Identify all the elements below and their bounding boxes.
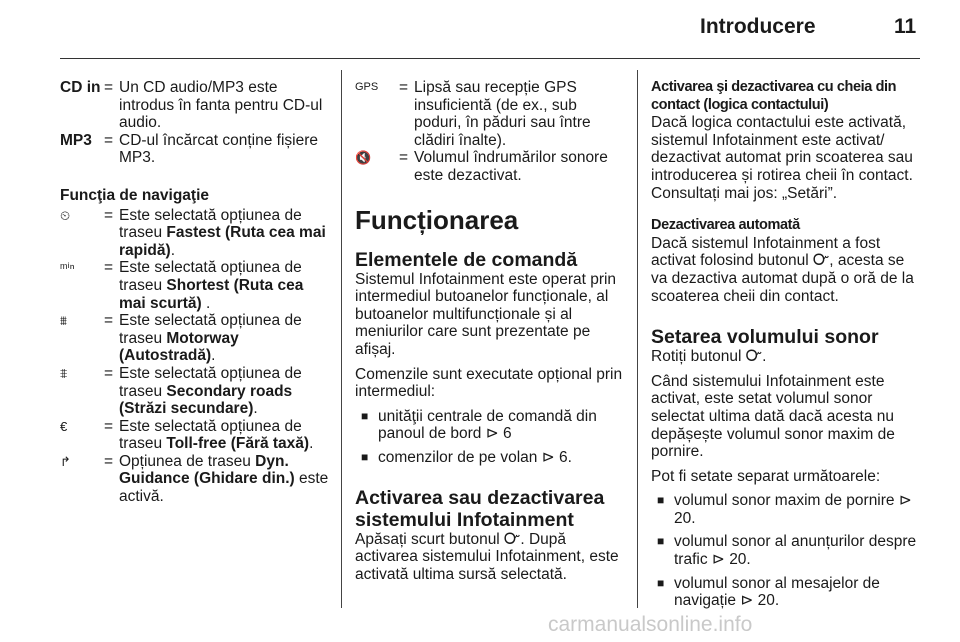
equals-sign: = bbox=[104, 312, 114, 330]
definition-row bbox=[60, 132, 330, 167]
equals-sign: = bbox=[104, 259, 114, 277]
route-option-row bbox=[60, 418, 330, 453]
paragraph: Când sistemului Infotainment este activat, este setat volumul sonor selectat ultima dată dacă acesta nu depășește volumul sonor maxim de pornire. bbox=[651, 372, 895, 461]
definition-term: CD in bbox=[60, 79, 101, 96]
paragraph: Pot fi setate separat următoarele: bbox=[651, 467, 881, 485]
secondary-roads-icon: ⩨ bbox=[60, 365, 68, 381]
section-heading: Activarea sau dezactivarea sistemului Infotainment bbox=[355, 486, 605, 531]
section-heading: Setarea volumului sonor bbox=[651, 326, 879, 349]
definition-text: Volumul îndrumărilor sonore este dezactivat. bbox=[414, 149, 608, 184]
definition-row bbox=[355, 149, 623, 184]
text-part: Este selectată opțiunea de traseu bbox=[119, 259, 302, 294]
list-item-text: comenzilor de pe volan ⊳ 6. bbox=[378, 448, 572, 466]
route-option-text bbox=[119, 259, 330, 312]
paragraph: Apăsați scurt butonul Ꮕ. După activarea sistemului Infotainment, este activată ultima sursă selectată. bbox=[355, 530, 619, 583]
column-divider bbox=[341, 70, 342, 608]
section-heading: Elementele de comandă bbox=[355, 248, 578, 271]
equals-sign: = bbox=[104, 364, 114, 382]
text-part: . bbox=[253, 400, 258, 418]
watermark: carmanualsonline.info bbox=[548, 613, 753, 636]
bullet-icon: ■ bbox=[657, 534, 665, 549]
section-heading: Funcţia de navigaţie bbox=[60, 186, 210, 204]
bullet-icon: ■ bbox=[361, 408, 369, 423]
list-item-text: volumul sonor al anunțurilor despre trafic ⊳ 20. bbox=[674, 533, 917, 569]
equals-sign: = bbox=[104, 452, 114, 470]
text-part: este activă. bbox=[119, 470, 329, 506]
route-name: Toll-free (Fără taxă) bbox=[166, 435, 310, 453]
dynamic-guidance-icon: ↱ bbox=[60, 453, 71, 469]
column-2 bbox=[355, 79, 623, 590]
equals-sign: = bbox=[104, 206, 114, 224]
paragraph: Dacă sistemul Infotainment a fost activat folosind butonul Ꮕ, acesta se va dezactiva automat după o oră de la scoaterea cheii din contact. bbox=[651, 234, 914, 305]
route-option-row bbox=[60, 453, 330, 506]
bullet-icon: ■ bbox=[657, 493, 665, 508]
equals-sign: = bbox=[104, 131, 114, 149]
text-part: . bbox=[201, 294, 211, 312]
route-name: Motorway (Autostradă) bbox=[119, 329, 239, 365]
route-option-text bbox=[119, 207, 330, 260]
paragraph: Dacă logica contactului este activată, sistemul Infotainment este activat/ dezactivat automat prin scoaterea sau introducerea și rotirea cheii în contact. Consultați mai jos: „Setări”. bbox=[651, 114, 913, 202]
mute-icon: 🔇 bbox=[355, 150, 372, 166]
column-3 bbox=[651, 79, 923, 616]
list-item-text: unităţii centrale de comandă din panoul de bord ⊳ 6 bbox=[378, 407, 597, 443]
paragraph: Sistemul Infotainment este operat prin intermediul butoanelor funcționale, al butoanelor multifuncționale și al meniurilor care sunt prezentate pe afișaj. bbox=[355, 270, 617, 358]
bullet-icon: ■ bbox=[361, 449, 369, 464]
equals-sign: = bbox=[104, 79, 114, 96]
list-item bbox=[651, 492, 923, 527]
definition-text: Un CD audio/MP3 este introdus în fanta pentru CD-ul audio. bbox=[119, 79, 323, 132]
list-item bbox=[355, 408, 623, 443]
equals-sign: = bbox=[104, 417, 114, 435]
route-option-row bbox=[60, 365, 330, 418]
text-part: Este selectată opțiunea de traseu bbox=[119, 364, 302, 400]
bullet-icon: ■ bbox=[657, 575, 665, 590]
text-part: . bbox=[170, 241, 175, 259]
column-divider bbox=[637, 70, 638, 608]
route-name: Shortest (Ruta cea mai scurtă) bbox=[119, 276, 304, 312]
shortest-route-icon: ᵐⁱⁿ bbox=[60, 260, 75, 276]
fastest-route-icon: ⏲ bbox=[60, 207, 71, 223]
page-header-title: Introducere bbox=[700, 15, 816, 38]
subsection-heading: Activarea şi dezactivarea cu cheia din contact (logica contactului) bbox=[651, 79, 897, 113]
route-option-row bbox=[60, 312, 330, 365]
text-part: Este selectată opțiunea de traseu bbox=[119, 417, 302, 453]
gps-icon: GPS bbox=[355, 81, 379, 93]
column-1 bbox=[60, 79, 330, 506]
header-rule bbox=[60, 58, 920, 59]
subsection-heading: Dezactivarea automată bbox=[651, 217, 800, 234]
list-item bbox=[355, 449, 623, 467]
toll-free-icon: € bbox=[60, 418, 68, 434]
text-part: . bbox=[211, 347, 216, 365]
route-option-text bbox=[119, 312, 330, 365]
list-item bbox=[651, 533, 923, 568]
route-option-text bbox=[119, 418, 330, 453]
equals-sign: = bbox=[399, 149, 409, 167]
route-option-row bbox=[60, 207, 330, 260]
motorway-icon: ⩩ bbox=[60, 313, 67, 329]
equals-sign: = bbox=[399, 79, 409, 96]
route-name: Secondary roads (Străzi secundare) bbox=[119, 382, 293, 418]
route-name: Dyn. Guidance (Ghidare din.) bbox=[119, 452, 295, 488]
list-item-text: volumul sonor al mesajelor de navigație ⊳ 20. bbox=[674, 574, 880, 610]
list-item bbox=[651, 575, 923, 610]
route-option-row bbox=[60, 259, 330, 312]
definition-text: CD-ul încărcat conține fișiere MP3. bbox=[119, 131, 318, 167]
route-name: Fastest (Ruta cea mai rapidă) bbox=[119, 224, 326, 259]
text-part: Opțiunea de traseu bbox=[119, 452, 256, 470]
list-item-text: volumul sonor maxim de pornire ⊳ 20. bbox=[674, 492, 912, 527]
text-part: Este selectată opțiunea de traseu bbox=[119, 206, 302, 242]
definition-row bbox=[355, 79, 623, 149]
route-option-text bbox=[119, 365, 330, 418]
chapter-heading: Funcționarea bbox=[355, 204, 519, 235]
paragraph: Rotiți butonul Ꮕ. bbox=[651, 348, 767, 366]
paragraph: Comenzile sunt executate opțional prin intermediul: bbox=[355, 365, 623, 401]
definition-text: Lipsă sau recepție GPS insuficientă (de ex., sub poduri, în păduri sau între clădiri înalte). bbox=[414, 79, 591, 149]
page-number: 11 bbox=[894, 15, 917, 38]
definition-row bbox=[60, 79, 330, 132]
text-part: Este selectată opțiunea de traseu bbox=[119, 312, 302, 347]
definition-term: MP3 bbox=[60, 131, 92, 149]
route-option-text bbox=[119, 453, 330, 506]
text-part: . bbox=[309, 435, 314, 453]
